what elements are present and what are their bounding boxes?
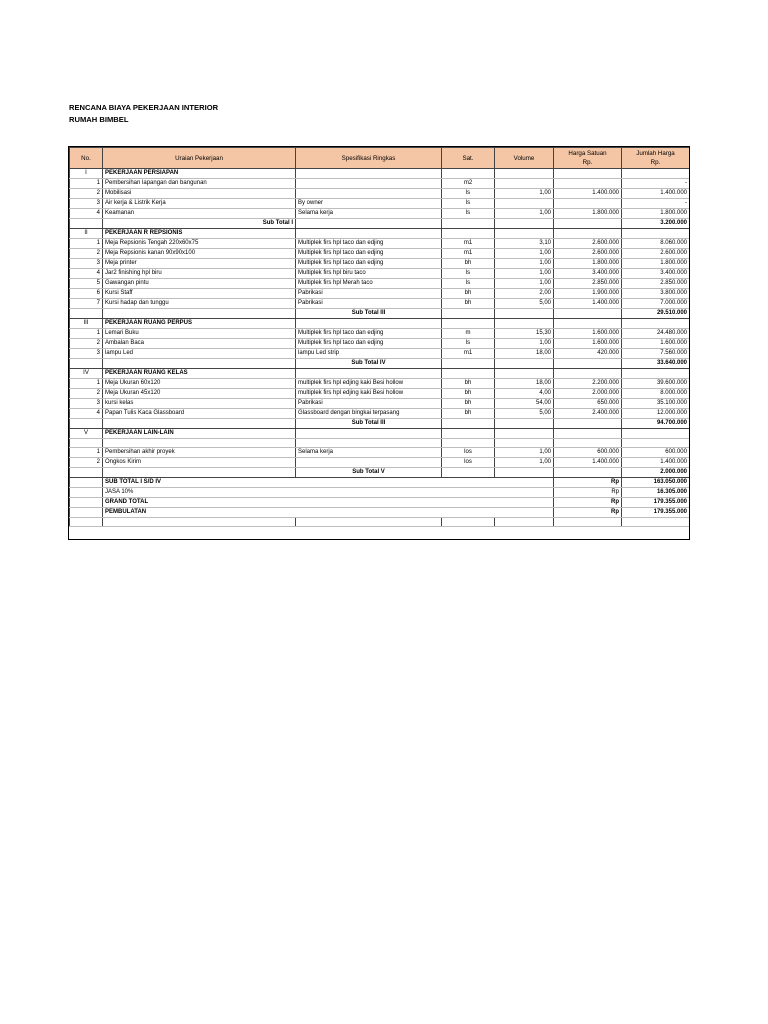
item-number: 3 [70, 259, 103, 269]
item-uraian: Meja Repsionis Tengah 220x60x75 [103, 239, 296, 249]
item-jumlah-harga: 1.600.000 [622, 339, 690, 349]
empty-cell [554, 229, 622, 239]
total-value: 179.355.000 [622, 498, 690, 508]
col-header-uraian: Uraian Pekerjaan [103, 148, 296, 169]
item-satuan: ls [442, 199, 495, 209]
item-volume: 18,00 [495, 349, 554, 359]
section-header-row [70, 229, 690, 239]
item-satuan: bh [442, 299, 495, 309]
empty-cell [296, 518, 442, 527]
empty-cell [103, 518, 296, 527]
item-number: 6 [70, 289, 103, 299]
item-harga-satuan: 1.800.000 [554, 209, 622, 219]
item-volume: 15,30 [495, 329, 554, 339]
empty-cell [442, 369, 495, 379]
empty-cell [495, 419, 554, 429]
empty-cell [554, 309, 622, 319]
item-spesifikasi [296, 189, 442, 199]
item-harga-satuan: 1.400.000 [554, 299, 622, 309]
item-uraian: Lemari Buku [103, 329, 296, 339]
item-harga-satuan: 2.600.000 [554, 239, 622, 249]
table-row [70, 399, 690, 409]
empty-cell [622, 518, 690, 527]
empty-cell [70, 419, 103, 429]
empty-cell [495, 229, 554, 239]
section-number: IV [70, 369, 103, 379]
empty-cell [296, 319, 442, 329]
subtotal-row [70, 419, 690, 429]
total-row [70, 508, 690, 518]
item-spesifikasi: Multiplek firs hpl taco dan edjing [296, 259, 442, 269]
item-jumlah-harga: 2.600.000 [622, 249, 690, 259]
item-uraian: Meja printer [103, 259, 296, 269]
item-spesifikasi: Multiplek firs hpl taco dan edjing [296, 329, 442, 339]
subtotal-row [70, 219, 690, 229]
item-jumlah-harga: 24.480.000 [622, 329, 690, 339]
header-row [70, 148, 690, 169]
item-number: 3 [70, 349, 103, 359]
item-harga-satuan: 2.200.000 [554, 379, 622, 389]
table-row [70, 189, 690, 199]
document-title [69, 102, 218, 126]
empty-cell [495, 169, 554, 179]
item-volume: 1,00 [495, 259, 554, 269]
section-header-row [70, 429, 690, 439]
table-row [70, 349, 690, 359]
empty-cell [70, 498, 103, 508]
item-satuan: ls [442, 209, 495, 219]
item-satuan: m2 [442, 179, 495, 189]
empty-cell [296, 169, 442, 179]
empty-cell [554, 319, 622, 329]
item-number: 1 [70, 239, 103, 249]
table-row [70, 339, 690, 349]
item-spesifikasi: Multiplek firs hpl biru taco [296, 269, 442, 279]
item-harga-satuan: 2.600.000 [554, 249, 622, 259]
col-header-sat: Sat. [442, 148, 495, 169]
item-uraian: Meja Ukuran 60x120 [103, 379, 296, 389]
item-spesifikasi: Pabrikasi [296, 399, 442, 409]
table-row [70, 209, 690, 219]
empty-cell [495, 309, 554, 319]
item-volume: 1,00 [495, 458, 554, 468]
empty-cell [442, 169, 495, 179]
col-header-no: No. [70, 148, 103, 169]
item-number: 4 [70, 209, 103, 219]
item-harga-satuan: 650.000 [554, 399, 622, 409]
empty-cell [554, 219, 622, 229]
empty-cell [622, 229, 690, 239]
empty-cell [554, 369, 622, 379]
table-body [70, 169, 690, 527]
item-uraian: Keamanan [103, 209, 296, 219]
table-row [70, 259, 690, 269]
col-header-harga-satuan [554, 148, 622, 169]
empty-cell [103, 359, 296, 369]
title-line-2: RUMAH BIMBEL [69, 115, 129, 124]
empty-cell [495, 219, 554, 229]
empty-cell [442, 219, 495, 229]
item-jumlah-harga: 1.400.000 [622, 458, 690, 468]
section-header-row [70, 169, 690, 179]
cost-estimate-sheet [68, 146, 690, 540]
item-spesifikasi [296, 179, 442, 189]
item-number: 2 [70, 339, 103, 349]
item-uraian: Gawangan pintu [103, 279, 296, 289]
section-number: II [70, 229, 103, 239]
item-spesifikasi: Pabrikasi [296, 299, 442, 309]
item-harga-satuan: 1.800.000 [554, 259, 622, 269]
item-jumlah-harga: 3.400.000 [622, 269, 690, 279]
item-number: 4 [70, 269, 103, 279]
total-value: 179.355.000 [622, 508, 690, 518]
item-jumlah-harga: 1.800.000 [622, 209, 690, 219]
item-number: 2 [70, 189, 103, 199]
item-uraian: Meja Repsionis kanan 90x90x100 [103, 249, 296, 259]
total-value: 163.050.000 [622, 478, 690, 488]
item-volume [495, 199, 554, 209]
section-header-row [70, 319, 690, 329]
item-spesifikasi: Multiplek firs hpl taco dan edjing [296, 339, 442, 349]
item-jumlah-harga: 7.560.000 [622, 349, 690, 359]
item-satuan: m1 [442, 239, 495, 249]
item-uraian: Air kerja & Listrik Kerja [103, 199, 296, 209]
empty-cell [495, 319, 554, 329]
item-satuan: m [442, 329, 495, 339]
section-title: PEKERJAAN RUANG KELAS [103, 369, 296, 379]
item-volume: 1,00 [495, 209, 554, 219]
section-title: PEKERJAAN PERSIAPAN [103, 169, 296, 179]
item-jumlah-harga: - [622, 179, 690, 189]
item-uraian: Pembersihan akhir proyek [103, 448, 296, 458]
empty-cell [495, 359, 554, 369]
item-spesifikasi: Multiplek firs hpl Merah taco [296, 279, 442, 289]
item-harga-satuan: 600.000 [554, 448, 622, 458]
item-volume: 1,00 [495, 279, 554, 289]
table-row [70, 279, 690, 289]
subtotal-row [70, 359, 690, 369]
total-value: 16.305.000 [622, 488, 690, 498]
item-uraian: Kursi hadap dan tunggu [103, 299, 296, 309]
section-title: PEKERJAAN R REPSIONIS [103, 229, 296, 239]
empty-cell [103, 439, 296, 448]
empty-cell [296, 229, 442, 239]
empty-cell [442, 439, 495, 448]
empty-cell [70, 468, 103, 478]
item-satuan: ls [442, 279, 495, 289]
section-number: I [70, 169, 103, 179]
total-row [70, 488, 690, 498]
item-spesifikasi: Glassboard dengan bingkai terpasang [296, 409, 442, 419]
table-row [70, 389, 690, 399]
item-volume: 3,10 [495, 239, 554, 249]
subtotal-row [70, 468, 690, 478]
item-spesifikasi: Selama kerja [296, 209, 442, 219]
jumlah-harga-label: Jumlah Harga [636, 150, 675, 157]
section-number: V [70, 429, 103, 439]
total-label: JASA 10% [103, 488, 554, 498]
item-harga-satuan: 2.400.000 [554, 409, 622, 419]
item-harga-satuan: 1.400.000 [554, 458, 622, 468]
item-volume: 1,00 [495, 249, 554, 259]
subtotal-label: Sub Total III [296, 309, 442, 319]
item-number: 7 [70, 299, 103, 309]
empty-cell [296, 219, 442, 229]
item-uraian: Mobilisasi [103, 189, 296, 199]
col-header-jumlah-harga [622, 148, 690, 169]
item-number: 3 [70, 399, 103, 409]
cost-table [69, 147, 690, 527]
item-satuan: ls [442, 269, 495, 279]
item-harga-satuan: 1.600.000 [554, 329, 622, 339]
item-volume: 1,00 [495, 269, 554, 279]
item-spesifikasi: lampu Led strip [296, 349, 442, 359]
item-volume: 54,00 [495, 399, 554, 409]
subtotal-value: 94.700.000 [622, 419, 690, 429]
item-number: 1 [70, 448, 103, 458]
section-header-row [70, 369, 690, 379]
empty-cell [70, 439, 103, 448]
item-uraian: Pembersihan lapangan dan bangunan [103, 179, 296, 189]
item-number: 3 [70, 199, 103, 209]
subtotal-label: Sub Total V [296, 468, 442, 478]
table-row [70, 379, 690, 389]
total-row [70, 478, 690, 488]
item-harga-satuan: 2.000.000 [554, 389, 622, 399]
item-harga-satuan: 1.400.000 [554, 189, 622, 199]
item-jumlah-harga: 8.000.000 [622, 389, 690, 399]
item-spesifikasi: By owner [296, 199, 442, 209]
empty-cell [296, 439, 442, 448]
item-jumlah-harga: 1.400.000 [622, 189, 690, 199]
jumlah-harga-unit: Rp. [650, 159, 661, 166]
table-row [70, 179, 690, 189]
item-uraian: lampu Led [103, 349, 296, 359]
title-line-1: RENCANA BIAYA PEKERJAAN INTERIOR [69, 103, 219, 112]
empty-cell [495, 518, 554, 527]
item-spesifikasi: Multiplek firs hpl taco dan edjing [296, 249, 442, 259]
empty-cell [442, 229, 495, 239]
item-satuan: bh [442, 399, 495, 409]
item-harga-satuan [554, 179, 622, 189]
empty-cell [554, 439, 622, 448]
table-row [70, 458, 690, 468]
item-harga-satuan: 1.600.000 [554, 339, 622, 349]
empty-cell [70, 309, 103, 319]
empty-cell [103, 419, 296, 429]
empty-cell [554, 169, 622, 179]
item-uraian: Jar2 finishing hpl biru [103, 269, 296, 279]
item-satuan: ls [442, 339, 495, 349]
item-harga-satuan: 420.000 [554, 349, 622, 359]
empty-cell [622, 369, 690, 379]
empty-cell [622, 429, 690, 439]
empty-cell [70, 219, 103, 229]
empty-cell [442, 468, 495, 478]
empty-cell [622, 319, 690, 329]
item-satuan: bh [442, 259, 495, 269]
subtotal-value: 29.510.000 [622, 309, 690, 319]
item-volume: 2,00 [495, 289, 554, 299]
empty-cell [442, 309, 495, 319]
col-header-volume: Volume [495, 148, 554, 169]
harga-satuan-unit: Rp. [582, 159, 593, 166]
item-volume: 5,00 [495, 409, 554, 419]
subtotal-value: 3.200.000 [622, 219, 690, 229]
table-row [70, 448, 690, 458]
total-currency: Rp [554, 488, 622, 498]
empty-cell [495, 369, 554, 379]
item-jumlah-harga: 2.850.000 [622, 279, 690, 289]
empty-cell [554, 518, 622, 527]
empty-cell [495, 429, 554, 439]
item-harga-satuan [554, 199, 622, 209]
item-satuan: m1 [442, 349, 495, 359]
item-satuan: bh [442, 289, 495, 299]
subtotal-label: Sub Total I [103, 219, 296, 229]
item-spesifikasi: multiplek firs hpl edjing kaki Besi hollow [296, 379, 442, 389]
empty-cell [442, 518, 495, 527]
item-uraian: Kursi Staff [103, 289, 296, 299]
item-satuan: bh [442, 389, 495, 399]
item-spesifikasi: Selama kerja [296, 448, 442, 458]
empty-cell [495, 468, 554, 478]
item-number: 4 [70, 409, 103, 419]
item-number: 2 [70, 389, 103, 399]
empty-cell [554, 468, 622, 478]
spacer-row [70, 518, 690, 527]
empty-cell [70, 359, 103, 369]
item-uraian: Papan Tulis Kaca Glassboard [103, 409, 296, 419]
table-row [70, 239, 690, 249]
item-jumlah-harga: 12.000.000 [622, 409, 690, 419]
section-number: III [70, 319, 103, 329]
empty-cell [70, 478, 103, 488]
empty-cell [103, 309, 296, 319]
item-jumlah-harga: 7.000.000 [622, 299, 690, 309]
table-row [70, 249, 690, 259]
table-row [70, 199, 690, 209]
total-currency: Rp [554, 478, 622, 488]
empty-cell [70, 488, 103, 498]
subtotal-label: Sub Total III [296, 419, 442, 429]
empty-cell [70, 518, 103, 527]
table-row [70, 299, 690, 309]
item-volume: 1,00 [495, 339, 554, 349]
empty-cell [296, 429, 442, 439]
item-spesifikasi: multiplek firs hpl edjing kaki Besi hollow [296, 389, 442, 399]
spacer-row [70, 439, 690, 448]
item-satuan: ls [442, 189, 495, 199]
empty-cell [554, 429, 622, 439]
item-number: 2 [70, 458, 103, 468]
total-label: GRAND TOTAL [103, 498, 554, 508]
harga-satuan-label: Harga Satuan [568, 150, 607, 157]
empty-cell [442, 359, 495, 369]
item-jumlah-harga: - [622, 199, 690, 209]
subtotal-value: 33.640.000 [622, 359, 690, 369]
empty-cell [70, 508, 103, 518]
total-label: PEMBULATAN [103, 508, 554, 518]
item-number: 1 [70, 179, 103, 189]
empty-cell [554, 419, 622, 429]
item-jumlah-harga: 39.600.000 [622, 379, 690, 389]
empty-cell [296, 369, 442, 379]
empty-cell [103, 468, 296, 478]
section-title: PEKERJAAN LAIN-LAIN [103, 429, 296, 439]
item-uraian: Ambalan Baca [103, 339, 296, 349]
item-uraian: Ongkos Kirim [103, 458, 296, 468]
item-satuan: los [442, 448, 495, 458]
item-jumlah-harga: 8.060.000 [622, 239, 690, 249]
table-row [70, 409, 690, 419]
empty-cell [442, 419, 495, 429]
total-label: SUB TOTAL I S/D IV [103, 478, 554, 488]
table-row [70, 329, 690, 339]
item-jumlah-harga: 1.800.000 [622, 259, 690, 269]
item-spesifikasi: Pabrikasi [296, 289, 442, 299]
item-satuan: bh [442, 409, 495, 419]
item-number: 1 [70, 329, 103, 339]
empty-cell [442, 319, 495, 329]
item-jumlah-harga: 35.100.000 [622, 399, 690, 409]
item-number: 2 [70, 249, 103, 259]
empty-cell [622, 169, 690, 179]
total-currency: Rp [554, 498, 622, 508]
item-spesifikasi: Multiplek firs hpl taco dan edjing [296, 239, 442, 249]
item-satuan: los [442, 458, 495, 468]
subtotal-value: 2.000.000 [622, 468, 690, 478]
table-row [70, 269, 690, 279]
item-volume: 4,00 [495, 389, 554, 399]
item-harga-satuan: 3.400.000 [554, 269, 622, 279]
item-volume: 1,00 [495, 189, 554, 199]
col-header-spesifikasi: Spesifikasi Ringkas [296, 148, 442, 169]
item-volume: 18,00 [495, 379, 554, 389]
empty-cell [622, 439, 690, 448]
item-volume [495, 179, 554, 189]
item-harga-satuan: 2.850.000 [554, 279, 622, 289]
table-row [70, 289, 690, 299]
section-title: PEKERJAAN RUANG PERPUS [103, 319, 296, 329]
item-harga-satuan: 1.900.000 [554, 289, 622, 299]
item-number: 5 [70, 279, 103, 289]
empty-cell [442, 429, 495, 439]
item-number: 1 [70, 379, 103, 389]
item-satuan: bh [442, 379, 495, 389]
subtotal-label: Sub Total IV [296, 359, 442, 369]
item-uraian: kursi kelas [103, 399, 296, 409]
empty-cell [554, 359, 622, 369]
empty-cell [495, 439, 554, 448]
item-jumlah-harga: 3.800.000 [622, 289, 690, 299]
item-volume: 5,00 [495, 299, 554, 309]
item-spesifikasi [296, 458, 442, 468]
total-row [70, 498, 690, 508]
total-currency: Rp [554, 508, 622, 518]
subtotal-row [70, 309, 690, 319]
item-uraian: Meja Ukuran 45x120 [103, 389, 296, 399]
item-jumlah-harga: 600.000 [622, 448, 690, 458]
item-volume: 1,00 [495, 448, 554, 458]
item-satuan: m1 [442, 249, 495, 259]
